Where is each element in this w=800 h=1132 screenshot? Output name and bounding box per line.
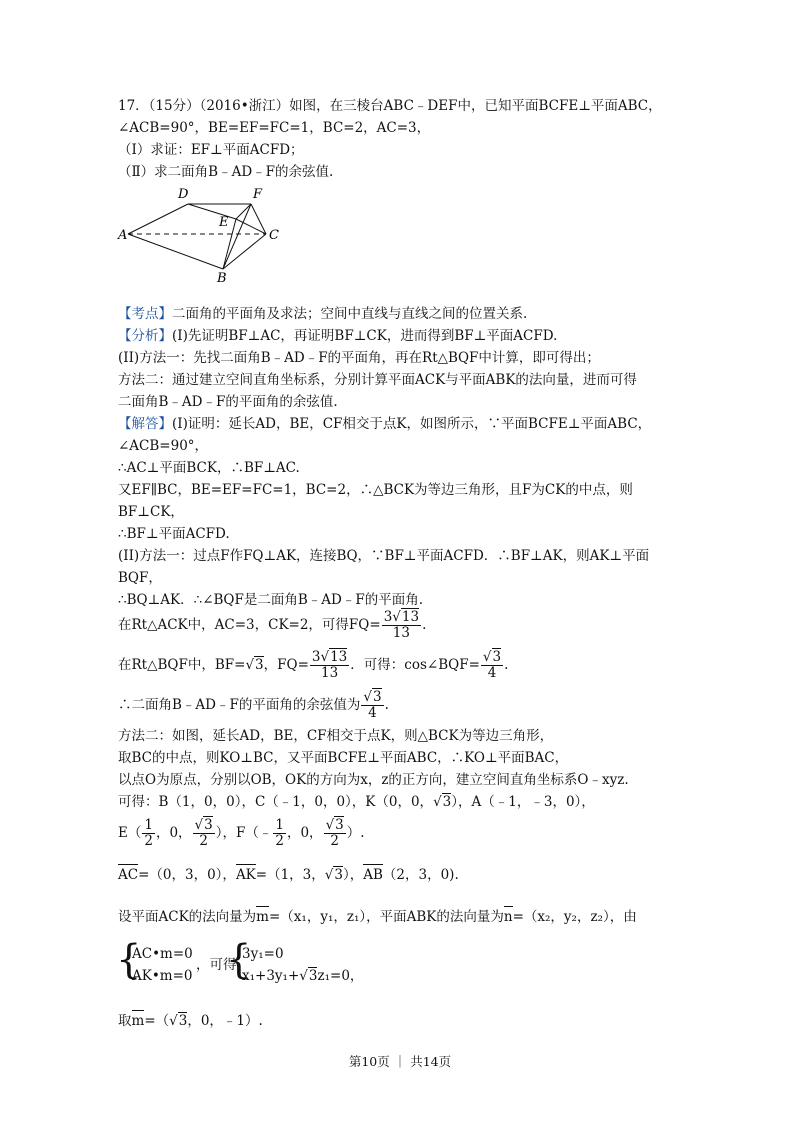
vector-n: n [503, 909, 513, 925]
vector-ak: AK [235, 867, 256, 883]
problem-part1: （Ⅰ）求证：EF⊥平面ACFD； [118, 142, 304, 158]
fenxi-line2: (II)方法一：先找二面角B﹣AD﹣F的平面角，再在Rt△BQF中计算，即可得出； [118, 350, 600, 366]
fenxi-line3: 方法二：通过建立空间直角坐标系，分别计算平面ACK与平面ABK的法向量，进而可得 [118, 372, 637, 388]
fenxi-text1: (I)先证明BF⊥AC，再证明BF⊥CK，进而得到BF⊥平面ACFD. [172, 328, 558, 344]
jieda-line10: 在Rt△ACK中，AC=3，CK=2，可得FQ= $\frac{3√13}{13}$ . [118, 609, 427, 641]
vector-ab: AB [363, 867, 383, 883]
kaodian-tag: 【考点】 [118, 306, 172, 322]
system2-eq2: x₁+3y₁+√3z₁=0， [242, 968, 364, 984]
problem-part2: （Ⅱ）求二面角B﹣AD﹣F的余弦值. [118, 164, 334, 180]
jieda-line6: ∴BF⊥平面ACFD. [118, 526, 230, 542]
take-m-line: 取m=（√3，0，﹣1）. [118, 1013, 263, 1029]
label-d: D [178, 187, 189, 202]
problem-header: 17．（15分）（2016•浙江）如图，在三棱台ABC﹣DEF中，已知平面BCFE⊥平面ABC， [118, 98, 662, 114]
jieda-line12: ∴二面角B﹣AD﹣F的平面角的余弦值为 $\frac{√3}{4}$ . [118, 689, 389, 721]
vectors-line: AC=（0，3，0），AK=（1，3，√3），AB（2，3，0). [118, 867, 459, 883]
method2-line2: 取BC的中点，则KO⊥BC，又平面BCFE⊥平面ABC，∴KO⊥平面BAC， [118, 750, 569, 766]
left-brace-2: { [226, 937, 252, 983]
method2-line3: 以点O为原点，分别以OB，OK的方向为x，z的正方向，建立空间直角坐标系O﹣xyz. [118, 772, 629, 788]
label-f: F [253, 187, 263, 202]
jieda-line4: 又EF∥BC，BE=EF=FC=1，BC=2，∴△BCK为等边三角形，且F为CK的中点，则 [118, 482, 633, 498]
label-b: B [217, 271, 227, 284]
normal-vector-line: 设平面ACK的法向量为m=（x₁，y₁，z₁），平面ABK的法向量为n=（x₂，y₂，z₂），由 [118, 909, 637, 925]
page-footer: 第10页 ｜ 共14页 [348, 1054, 452, 1069]
label-a: A [118, 228, 128, 243]
fq-fraction: $\frac{3√13}{13}$ [383, 609, 420, 641]
system1-eq1: AC•m=0 [132, 946, 193, 962]
jieda-line3: ∴AC⊥平面BCK，∴BF⊥AC. [118, 460, 300, 476]
vector-ac: AC [118, 867, 139, 883]
jieda-line2: ∠ACB=90°， [118, 438, 209, 454]
problem-conditions: ∠ACB=90°，BE=EF=FC=1，BC=2，AC=3， [118, 120, 431, 136]
jieda-line11: 在Rt△BQF中，BF=√3，FQ= $\frac{3√13}{13}$ ．可得：cos∠BQF= $\frac{√3}{4}$ . [118, 649, 509, 681]
vector-m: m [256, 909, 269, 925]
jieda-line9: ∴BQ⊥AK．∴∠BQF是二面角B﹣AD﹣F的平面角. [118, 592, 424, 608]
jieda-tag: 【解答】 [118, 416, 172, 432]
jieda-text1: (I)证明：延长AD，BE，CF相交于点K，如图所示，∵平面BCFE⊥平面ABC， [172, 416, 652, 432]
method2-line4: 可得：B（1，0，0），C（﹣1，0，0），K（0，0，√3），A（﹣1，﹣3，0）， [118, 794, 595, 810]
jieda-line1 [118, 415, 651, 433]
fenxi-line1 [118, 327, 557, 345]
coords-ef-line: E（ $\frac{1}{2}$ ，0， $\frac{√3}{2}$ ），F（﹣ $\frac{1}{2}$ ，0， $\frac{√3}{2}$ ）. [118, 817, 365, 849]
jieda-line7: (II)方法一：过点F作FQ⊥AK，连接BQ，∵BF⊥平面ACFD．∴BF⊥AK，则AK⊥平面 [118, 548, 650, 564]
kaodian-text: 二面角的平面角及求法；空间中直线与直线之间的位置关系. [172, 306, 528, 322]
jieda-line8: BQF， [118, 570, 162, 586]
method2-line1: 方法二：如图，延长AD，BE，CF相交于点K，则△BCK为等边三角形， [118, 728, 554, 744]
fenxi-tag: 【分析】 [118, 328, 172, 344]
left-brace-1: { [116, 937, 142, 983]
system2-eq1: 3y₁=0 [242, 946, 284, 962]
cos-fraction: $\frac{√3}{4}$ [482, 649, 502, 681]
jieda-line5: BF⊥CK， [118, 504, 184, 520]
kede-text: ，可得 [196, 957, 237, 973]
kaodian-line [118, 305, 527, 323]
fq-text: 在Rt△ACK中，AC=3，CK=2，可得FQ= [118, 617, 381, 633]
fq-fraction-2: $\frac{3√13}{13}$ [311, 649, 348, 681]
label-e: E [219, 215, 229, 230]
label-c: C [269, 228, 279, 243]
fenxi-line4: 二面角B﹣AD﹣F的平面角的余弦值. [118, 394, 338, 410]
system1-eq2: AK•m=0 [132, 968, 193, 984]
bf-text: 在Rt△BQF中，BF= [118, 657, 246, 673]
result-fraction: $\frac{√3}{4}$ [363, 689, 382, 721]
result-text: ∴二面角B﹣AD﹣F的平面角的余弦值为 [118, 697, 361, 713]
frustum-figure [116, 184, 286, 284]
